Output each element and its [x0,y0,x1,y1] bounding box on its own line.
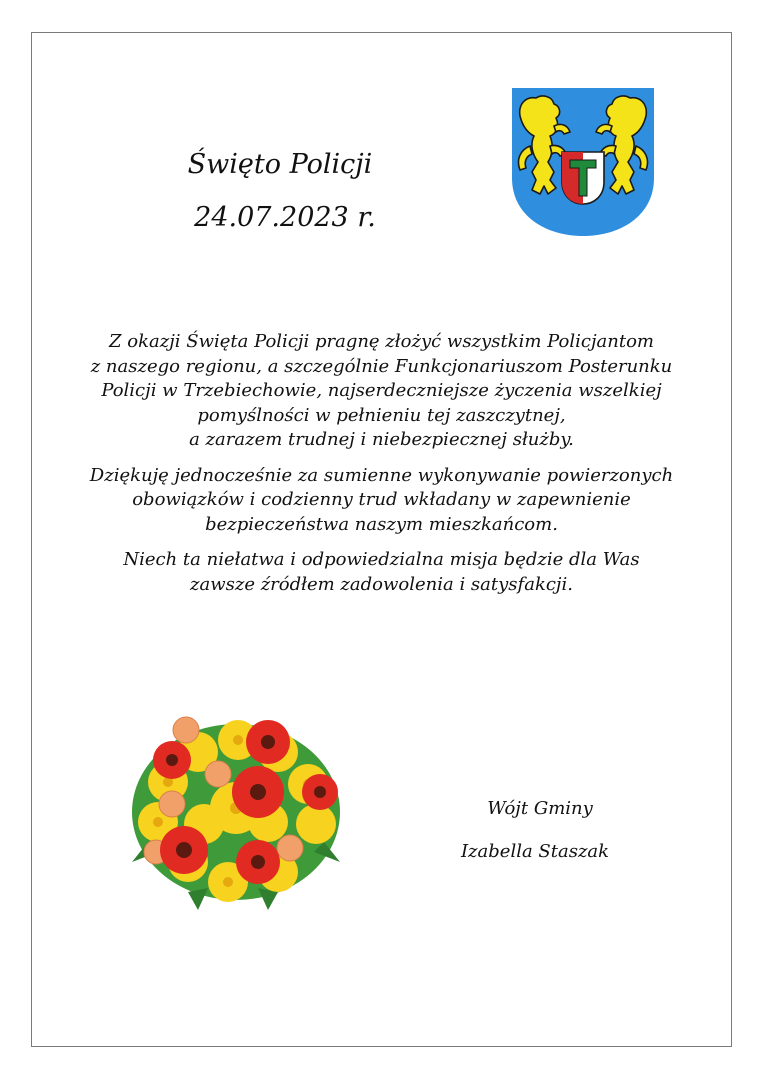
text-line: Dziękuję jednocześnie za sumienne wykonywanie powierzonych [89,464,674,486]
signature-name: Izabella Staszak [460,841,610,862]
text-line: obowiązków i codzienny trud wkładany w zapewnienie [132,489,631,510]
text-line: zawsze źródłem zadowolenia i satysfakcji. [189,573,573,595]
text-line: Z okazji Święta Policji pragnę złożyć wszystkim Policjantom [109,331,654,352]
paragraph-3 [60,548,703,597]
paragraph-2 [60,464,703,538]
text-line: a zarazem trudnej i niebezpiecznej służby. [189,429,574,450]
document-title: Święto Policji [187,149,373,180]
paragraph-1 [60,330,703,453]
flower-bouquet-icon [128,712,344,912]
coat-of-arms-lions-icon [510,86,656,238]
document-date: 24.07.2023 r. [194,202,376,233]
text-line: Niech ta niełatwa i odpowiedzialna misja będzie dla Was [123,549,640,570]
text-line: bezpieczeństwa naszym mieszkańcom. [205,513,558,535]
text-line: z naszego regionu, a szczególnie Funkcjonariuszom Posterunku [90,355,673,377]
greeting-body [60,330,703,608]
text-line: Policji w Trzebiechowie, najserdeczniejsze życzenia wszelkiej [101,380,662,401]
signature-role: Wójt Gminy [487,798,593,819]
text-line: pomyślności w pełnieniu tej zaszczytnej, [197,404,566,426]
